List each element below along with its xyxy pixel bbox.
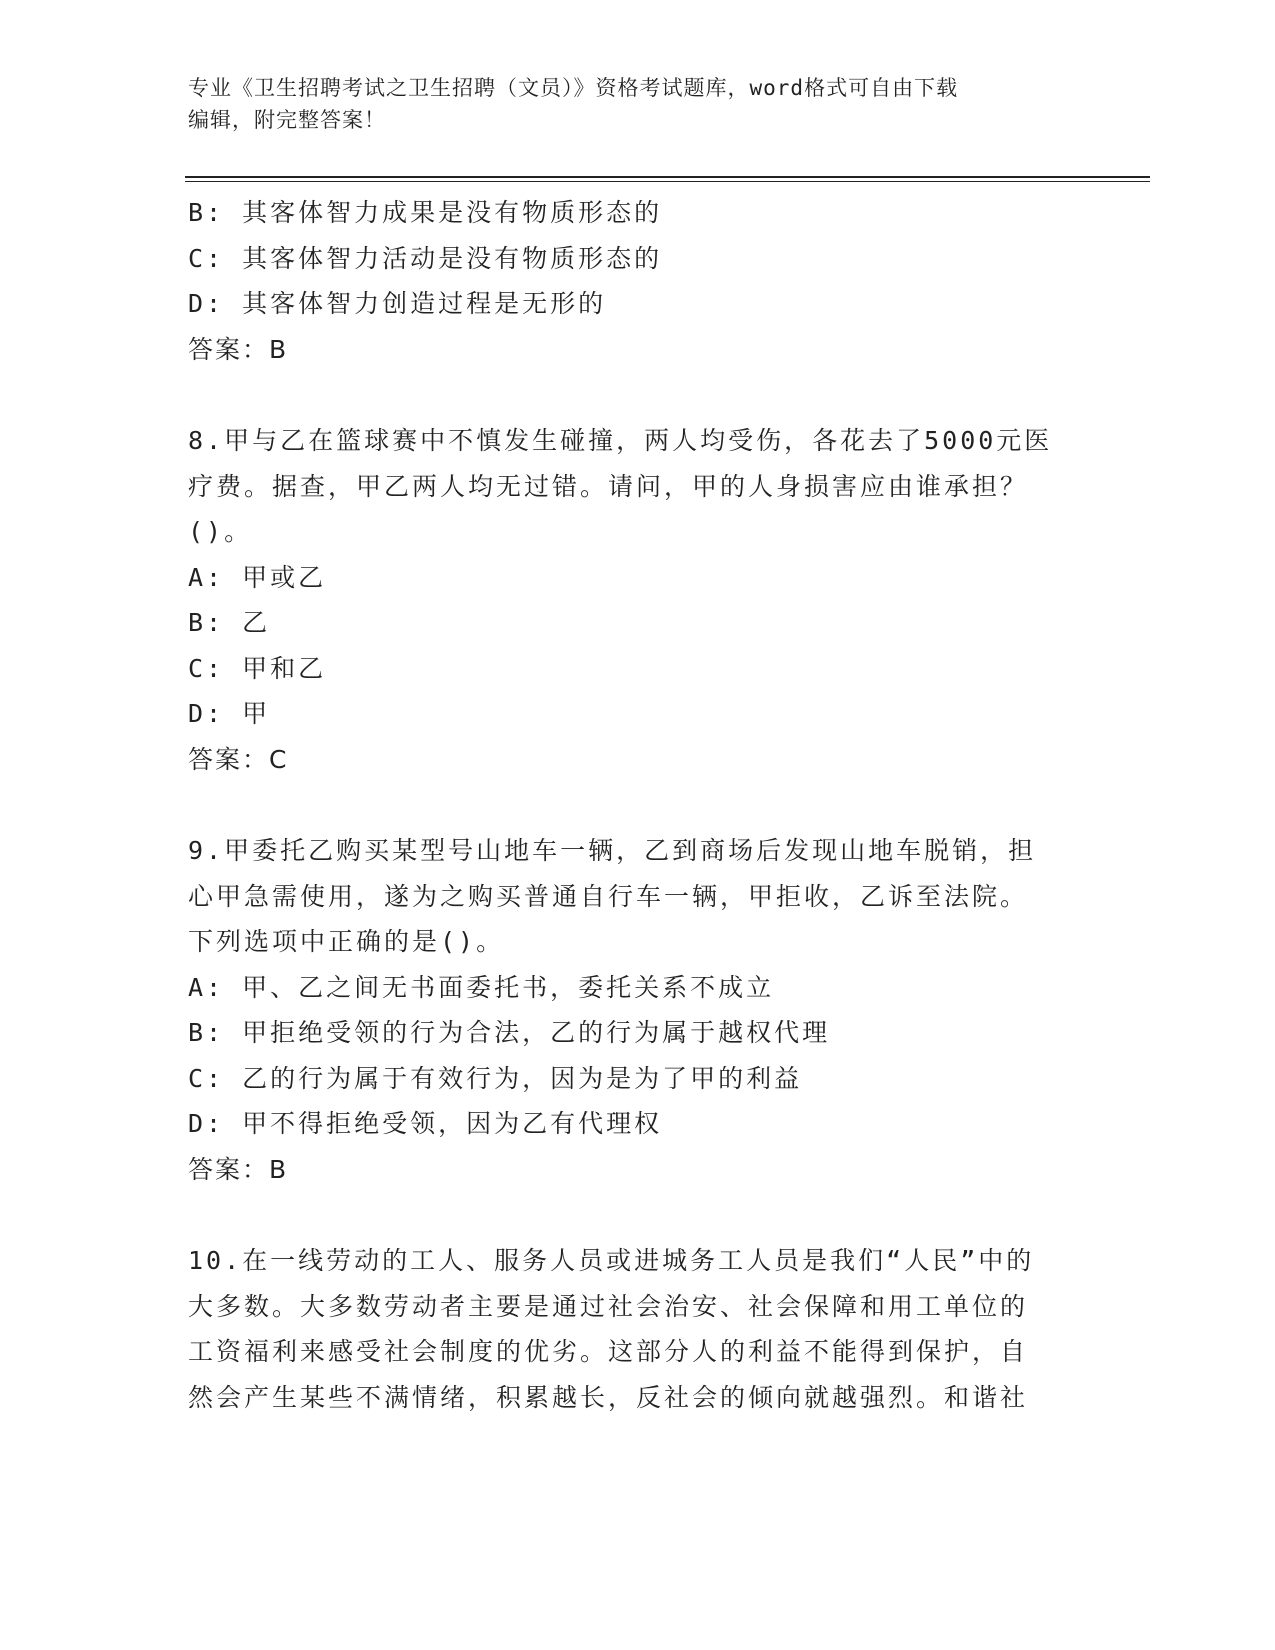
header-divider-thin	[185, 181, 1150, 182]
header-divider	[185, 176, 1150, 178]
question-text: 心甲急需使用，遂为之购买普通自行车一辆，甲拒收，乙诉至法院。	[188, 881, 1029, 911]
question-9	[188, 828, 1088, 1192]
question-text: 然会产生某些不满情绪，积累越长，反社会的倾向就越强烈。和谐社	[188, 1382, 1029, 1412]
option-b: B: 甲拒绝受领的行为合法，乙的行为属于越权代理	[188, 1018, 831, 1047]
option-a: A: 甲、乙之间无书面委托书，委托关系不成立	[188, 972, 775, 1002]
question-text: 疗费。据查，甲乙两人均无过错。请问，甲的人身损害应由谁承担？	[188, 471, 1029, 501]
question-text: 10.在一线劳动的工人、服务人员或进城务工人员是我们“人民”中的	[188, 1246, 1035, 1275]
header-line: 编辑，附完整答案！	[188, 108, 386, 132]
option-d: D: 其客体智力创造过程是无形的	[188, 289, 607, 318]
question-text: ()。	[188, 517, 253, 546]
question-text: 下列选项中正确的是()。	[188, 927, 505, 956]
question-7-tail	[188, 190, 1088, 372]
question-text: 大多数。大多数劳动者主要是通过社会治安、社会保障和用工单位的	[188, 1291, 1029, 1321]
option-d: D: 甲不得拒绝受领，因为乙有代理权	[188, 1109, 663, 1138]
question-text: 工资福利来感受社会制度的优劣。这部分人的利益不能得到保护，自	[188, 1337, 1029, 1366]
document-body	[188, 190, 1088, 1420]
answer-line: 答案：C	[188, 744, 289, 774]
option-a: A: 甲或乙	[188, 562, 327, 592]
option-b: B: 乙	[188, 608, 271, 637]
option-c: C: 甲和乙	[188, 653, 327, 683]
header-line: 专业《卫生招聘考试之卫生招聘（文员）》资格考试题库，word格式可自由下载	[188, 76, 959, 100]
answer-line: 答案：B	[188, 1154, 289, 1184]
question-text: 9.甲委托乙购买某型号山地车一辆，乙到商场后发现山地车脱销，担	[188, 836, 1037, 865]
answer-line: 答案：B	[188, 334, 289, 364]
option-c: C: 其客体智力活动是没有物质形态的	[188, 243, 663, 273]
option-d: D: 甲	[188, 699, 271, 728]
option-b: B: 其客体智力成果是没有物质形态的	[188, 198, 663, 227]
question-8	[188, 418, 1088, 782]
question-10	[188, 1238, 1088, 1420]
option-c: C: 乙的行为属于有效行为，因为是为了甲的利益	[188, 1063, 803, 1093]
document-header	[188, 72, 1088, 136]
question-text: 8.甲与乙在篮球赛中不慎发生碰撞，两人均受伤，各花去了5000元医	[188, 426, 1053, 455]
